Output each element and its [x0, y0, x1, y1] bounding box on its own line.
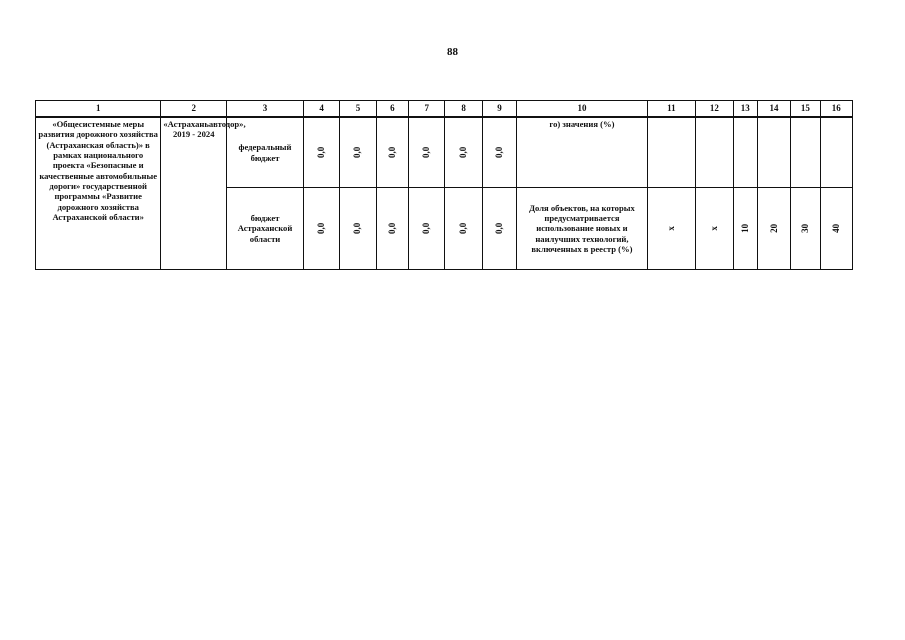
column-header: 8: [445, 101, 482, 118]
column-header: 1: [36, 101, 161, 118]
column-header: 3: [227, 101, 304, 118]
amount-cell: 0,0: [340, 117, 376, 188]
value-cell: 20: [757, 188, 790, 270]
page-number: 88: [447, 46, 458, 58]
column-header: 2: [161, 101, 227, 118]
value-cell: [696, 117, 733, 188]
amount-cell: 0,0: [376, 117, 408, 188]
amount-cell: 0,0: [482, 117, 516, 188]
indicator-cell: го) значения (%): [517, 117, 647, 188]
amount-cell: 0,0: [409, 188, 445, 270]
column-header: 14: [757, 101, 790, 118]
column-header: 13: [733, 101, 757, 118]
value-cell: х: [696, 188, 733, 270]
column-header: 10: [517, 101, 647, 118]
value-cell: 30: [791, 188, 820, 270]
value-cell: 40: [820, 188, 852, 270]
value-cell: [791, 117, 820, 188]
value-cell: 10: [733, 188, 757, 270]
funding-source-cell: бюджет Астраханской области: [227, 188, 304, 270]
value-cell: [647, 117, 696, 188]
table-row: [36, 117, 853, 188]
amount-cell: 0,0: [445, 188, 482, 270]
executor-cell: «Астраханьавтодор», 2019 - 2024: [161, 117, 227, 270]
column-header: 4: [303, 101, 339, 118]
program-table: [35, 100, 853, 270]
column-header: 11: [647, 101, 696, 118]
amount-cell: 0,0: [303, 188, 339, 270]
amount-cell: 0,0: [376, 188, 408, 270]
amount-cell: 0,0: [303, 117, 339, 188]
column-header: 7: [409, 101, 445, 118]
column-header: 12: [696, 101, 733, 118]
funding-source-cell: федеральный бюджет: [227, 117, 304, 188]
value-cell: [733, 117, 757, 188]
column-header: 16: [820, 101, 852, 118]
column-header: 6: [376, 101, 408, 118]
amount-cell: 0,0: [445, 117, 482, 188]
column-header: 5: [340, 101, 376, 118]
value-cell: [757, 117, 790, 188]
amount-cell: 0,0: [482, 188, 516, 270]
value-cell: [820, 117, 852, 188]
header-row: [36, 101, 853, 118]
value-cell: х: [647, 188, 696, 270]
column-header: 9: [482, 101, 516, 118]
column-header: 15: [791, 101, 820, 118]
indicator-cell: Доля объектов, на которых предусматривается использование новых и наилучших технологий, включенных в реестр (%): [517, 188, 647, 270]
amount-cell: 0,0: [340, 188, 376, 270]
measure-cell: «Общесистемные меры развития дорожного хозяйства (Астраханская область)» в рамках национального проекта «Безопасные и качественные автомобильные дороги» государственной программы «Развитие дорожного хозяйства Астраханской области»: [36, 117, 161, 270]
amount-cell: 0,0: [409, 117, 445, 188]
